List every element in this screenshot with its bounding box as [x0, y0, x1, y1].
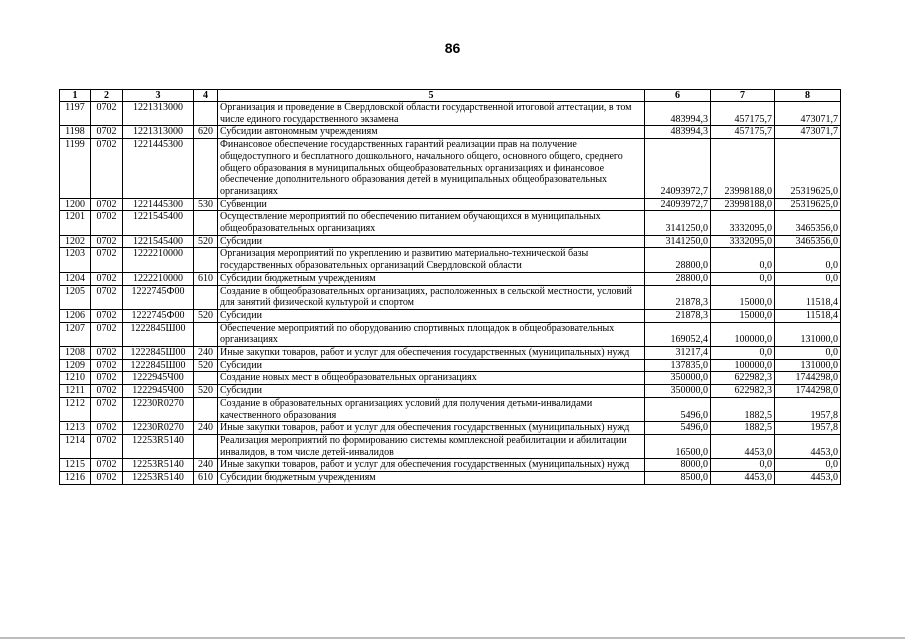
row-number-cell: 1201 — [60, 211, 91, 235]
target-code-cell: 1221445300 — [123, 198, 194, 211]
column-header: 3 — [123, 90, 194, 102]
amount-col8-cell: 131000,0 — [775, 359, 841, 372]
expense-type-cell — [194, 434, 218, 458]
target-code-cell: 12230R0270 — [123, 397, 194, 421]
amount-col6-cell: 350000,0 — [645, 372, 711, 385]
table-row — [60, 198, 841, 211]
target-code-cell: 1222210000 — [123, 248, 194, 272]
amount-col7-cell: 0,0 — [711, 248, 775, 272]
target-code-cell: 12230R0270 — [123, 422, 194, 435]
column-header: 6 — [645, 90, 711, 102]
target-code-cell: 1222845Ш00 — [123, 359, 194, 372]
item-name-cell: Субсидии — [218, 385, 645, 398]
expense-type-cell: 240 — [194, 459, 218, 472]
target-code-cell: 1222210000 — [123, 272, 194, 285]
table-row — [60, 248, 841, 272]
amount-col8-cell: 473071,7 — [775, 102, 841, 126]
table-row — [60, 285, 841, 309]
item-name-cell: Иные закупки товаров, работ и услуг для обеспечения государственных (муниципальных) нужд — [218, 422, 645, 435]
row-number-cell: 1199 — [60, 139, 91, 199]
column-header: 2 — [91, 90, 123, 102]
expense-type-cell: 240 — [194, 347, 218, 360]
amount-col7-cell: 457175,7 — [711, 102, 775, 126]
item-name-cell: Иные закупки товаров, работ и услуг для обеспечения государственных (муниципальных) нужд — [218, 347, 645, 360]
target-code-cell: 1221545400 — [123, 211, 194, 235]
amount-col8-cell: 25319625,0 — [775, 139, 841, 199]
table-row — [60, 235, 841, 248]
amount-col6-cell: 5496,0 — [645, 397, 711, 421]
amount-col7-cell: 4453,0 — [711, 472, 775, 485]
item-name-cell: Организация и проведение в Свердловской области государственной итоговой аттестации, в том числе единого государственного экзамена — [218, 102, 645, 126]
amount-col8-cell: 3465356,0 — [775, 211, 841, 235]
expense-type-cell: 530 — [194, 198, 218, 211]
amount-col7-cell: 1882,5 — [711, 422, 775, 435]
section-code-cell: 0702 — [91, 198, 123, 211]
row-number-cell: 1215 — [60, 459, 91, 472]
item-name-cell: Иные закупки товаров, работ и услуг для обеспечения государственных (муниципальных) нужд — [218, 459, 645, 472]
section-code-cell: 0702 — [91, 248, 123, 272]
target-code-cell: 1222745Ф00 — [123, 309, 194, 322]
amount-col8-cell: 1957,8 — [775, 397, 841, 421]
amount-col8-cell: 0,0 — [775, 347, 841, 360]
amount-col8-cell: 11518,4 — [775, 285, 841, 309]
item-name-cell: Создание в образовательных организациях условий для получения детьми-инвалидами качественного образования — [218, 397, 645, 421]
table-row — [60, 372, 841, 385]
budget-table — [59, 89, 841, 485]
amount-col6-cell: 483994,3 — [645, 102, 711, 126]
amount-col7-cell: 100000,0 — [711, 359, 775, 372]
target-code-cell: 1222945Ч00 — [123, 372, 194, 385]
expense-type-cell — [194, 139, 218, 199]
amount-col8-cell: 25319625,0 — [775, 198, 841, 211]
amount-col7-cell: 0,0 — [711, 272, 775, 285]
expense-type-cell — [194, 397, 218, 421]
amount-col6-cell: 5496,0 — [645, 422, 711, 435]
column-header: 8 — [775, 90, 841, 102]
amount-col8-cell: 4453,0 — [775, 472, 841, 485]
amount-col8-cell: 0,0 — [775, 248, 841, 272]
amount-col7-cell: 3332095,0 — [711, 211, 775, 235]
target-code-cell: 12253R5140 — [123, 472, 194, 485]
amount-col8-cell: 4453,0 — [775, 434, 841, 458]
item-name-cell: Создание новых мест в общеобразовательных организациях — [218, 372, 645, 385]
target-code-cell: 1221313000 — [123, 126, 194, 139]
section-code-cell: 0702 — [91, 139, 123, 199]
amount-col6-cell: 21878,3 — [645, 309, 711, 322]
table-row — [60, 347, 841, 360]
amount-col6-cell: 8000,0 — [645, 459, 711, 472]
amount-col6-cell: 350000,0 — [645, 385, 711, 398]
section-code-cell: 0702 — [91, 126, 123, 139]
table-row — [60, 309, 841, 322]
column-header: 5 — [218, 90, 645, 102]
section-code-cell: 0702 — [91, 459, 123, 472]
target-code-cell: 12253R5140 — [123, 434, 194, 458]
amount-col7-cell: 23998188,0 — [711, 139, 775, 199]
amount-col7-cell: 23998188,0 — [711, 198, 775, 211]
page-number: 86 — [444, 40, 461, 56]
expense-type-cell — [194, 211, 218, 235]
row-number-cell: 1205 — [60, 285, 91, 309]
table-row — [60, 459, 841, 472]
expense-type-cell: 610 — [194, 472, 218, 485]
target-code-cell: 1222845Ш00 — [123, 322, 194, 346]
amount-col8-cell: 1744298,0 — [775, 385, 841, 398]
target-code-cell: 1222845Ш00 — [123, 347, 194, 360]
table-header-row — [60, 90, 841, 102]
row-number-cell: 1213 — [60, 422, 91, 435]
target-code-cell: 12253R5140 — [123, 459, 194, 472]
amount-col8-cell: 0,0 — [775, 459, 841, 472]
amount-col6-cell: 8500,0 — [645, 472, 711, 485]
section-code-cell: 0702 — [91, 285, 123, 309]
table-row — [60, 139, 841, 199]
item-name-cell: Обеспечение мероприятий по оборудованию спортивных площадок в общеобразовательных организациях — [218, 322, 645, 346]
row-number-cell: 1212 — [60, 397, 91, 421]
section-code-cell: 0702 — [91, 322, 123, 346]
target-code-cell: 1221445300 — [123, 139, 194, 199]
amount-col6-cell: 169052,4 — [645, 322, 711, 346]
amount-col7-cell: 15000,0 — [711, 285, 775, 309]
amount-col8-cell: 0,0 — [775, 272, 841, 285]
amount-col8-cell: 3465356,0 — [775, 235, 841, 248]
expense-type-cell: 620 — [194, 126, 218, 139]
expense-type-cell: 240 — [194, 422, 218, 435]
amount-col7-cell: 0,0 — [711, 347, 775, 360]
amount-col6-cell: 3141250,0 — [645, 235, 711, 248]
amount-col6-cell: 3141250,0 — [645, 211, 711, 235]
table-row — [60, 385, 841, 398]
amount-col8-cell: 1957,8 — [775, 422, 841, 435]
row-number-cell: 1209 — [60, 359, 91, 372]
amount-col6-cell: 28800,0 — [645, 248, 711, 272]
item-name-cell: Субвенции — [218, 198, 645, 211]
expense-type-cell: 610 — [194, 272, 218, 285]
table-row — [60, 126, 841, 139]
scan-edge — [0, 637, 905, 639]
target-code-cell: 1221545400 — [123, 235, 194, 248]
item-name-cell: Осуществление мероприятий по обеспечению питанием обучающихся в муниципальных общеобразовательных организациях — [218, 211, 645, 235]
expense-type-cell: 520 — [194, 359, 218, 372]
section-code-cell: 0702 — [91, 347, 123, 360]
section-code-cell: 0702 — [91, 385, 123, 398]
section-code-cell: 0702 — [91, 309, 123, 322]
section-code-cell: 0702 — [91, 372, 123, 385]
section-code-cell: 0702 — [91, 211, 123, 235]
amount-col7-cell: 3332095,0 — [711, 235, 775, 248]
item-name-cell: Организация мероприятий по укреплению и развитию материально-технической базы государственных образовательных организаций Свердловской области — [218, 248, 645, 272]
table-row — [60, 397, 841, 421]
amount-col7-cell: 457175,7 — [711, 126, 775, 139]
amount-col6-cell: 24093972,7 — [645, 198, 711, 211]
amount-col7-cell: 1882,5 — [711, 397, 775, 421]
row-number-cell: 1214 — [60, 434, 91, 458]
amount-col8-cell: 131000,0 — [775, 322, 841, 346]
amount-col6-cell: 31217,4 — [645, 347, 711, 360]
amount-col7-cell: 15000,0 — [711, 309, 775, 322]
item-name-cell: Финансовое обеспечение государственных гарантий реализации прав на получение общедоступного и бесплатного дошкольного, начального общего, основного общего, среднего общего образования в муниципальных общеобразовательных организациях и финансовое обеспечение дополнительного образования детей в муниципальных общеобразовательных организациях — [218, 139, 645, 199]
amount-col6-cell: 21878,3 — [645, 285, 711, 309]
section-code-cell: 0702 — [91, 434, 123, 458]
section-code-cell: 0702 — [91, 397, 123, 421]
expense-type-cell — [194, 102, 218, 126]
column-header: 7 — [711, 90, 775, 102]
amount-col8-cell: 11518,4 — [775, 309, 841, 322]
item-name-cell: Создание в общеобразовательных организациях, расположенных в сельской местности, условий для занятий физической культурой и спортом — [218, 285, 645, 309]
row-number-cell: 1203 — [60, 248, 91, 272]
table-row — [60, 211, 841, 235]
item-name-cell: Субсидии — [218, 309, 645, 322]
target-code-cell: 1222745Ф00 — [123, 285, 194, 309]
table-row — [60, 359, 841, 372]
amount-col7-cell: 4453,0 — [711, 434, 775, 458]
item-name-cell: Субсидии автономным учреждениям — [218, 126, 645, 139]
amount-col8-cell: 473071,7 — [775, 126, 841, 139]
item-name-cell: Субсидии — [218, 235, 645, 248]
item-name-cell: Реализация мероприятий по формированию системы комплексной реабилитации и абилитации инвалидов, в том числе детей-инвалидов — [218, 434, 645, 458]
amount-col6-cell: 16500,0 — [645, 434, 711, 458]
row-number-cell: 1206 — [60, 309, 91, 322]
row-number-cell: 1207 — [60, 322, 91, 346]
expense-type-cell — [194, 322, 218, 346]
table-row — [60, 434, 841, 458]
section-code-cell: 0702 — [91, 272, 123, 285]
expense-type-cell — [194, 285, 218, 309]
amount-col7-cell: 0,0 — [711, 459, 775, 472]
expense-type-cell: 520 — [194, 235, 218, 248]
row-number-cell: 1208 — [60, 347, 91, 360]
table-row — [60, 422, 841, 435]
row-number-cell: 1198 — [60, 126, 91, 139]
target-code-cell: 1221313000 — [123, 102, 194, 126]
expense-type-cell — [194, 372, 218, 385]
row-number-cell: 1200 — [60, 198, 91, 211]
section-code-cell: 0702 — [91, 472, 123, 485]
table-row — [60, 272, 841, 285]
row-number-cell: 1197 — [60, 102, 91, 126]
table-row — [60, 472, 841, 485]
column-header: 1 — [60, 90, 91, 102]
amount-col7-cell: 622982,3 — [711, 372, 775, 385]
item-name-cell: Субсидии бюджетным учреждениям — [218, 272, 645, 285]
section-code-cell: 0702 — [91, 235, 123, 248]
amount-col6-cell: 28800,0 — [645, 272, 711, 285]
amount-col7-cell: 622982,3 — [711, 385, 775, 398]
table-row — [60, 102, 841, 126]
row-number-cell: 1202 — [60, 235, 91, 248]
item-name-cell: Субсидии — [218, 359, 645, 372]
expense-type-cell: 520 — [194, 385, 218, 398]
section-code-cell: 0702 — [91, 102, 123, 126]
amount-col6-cell: 137835,0 — [645, 359, 711, 372]
table-row — [60, 322, 841, 346]
row-number-cell: 1210 — [60, 372, 91, 385]
row-number-cell: 1211 — [60, 385, 91, 398]
row-number-cell: 1216 — [60, 472, 91, 485]
amount-col7-cell: 100000,0 — [711, 322, 775, 346]
amount-col6-cell: 24093972,7 — [645, 139, 711, 199]
item-name-cell: Субсидии бюджетным учреждениям — [218, 472, 645, 485]
section-code-cell: 0702 — [91, 422, 123, 435]
expense-type-cell — [194, 248, 218, 272]
amount-col6-cell: 483994,3 — [645, 126, 711, 139]
amount-col8-cell: 1744298,0 — [775, 372, 841, 385]
section-code-cell: 0702 — [91, 359, 123, 372]
row-number-cell: 1204 — [60, 272, 91, 285]
expense-type-cell: 520 — [194, 309, 218, 322]
target-code-cell: 1222945Ч00 — [123, 385, 194, 398]
column-header: 4 — [194, 90, 218, 102]
